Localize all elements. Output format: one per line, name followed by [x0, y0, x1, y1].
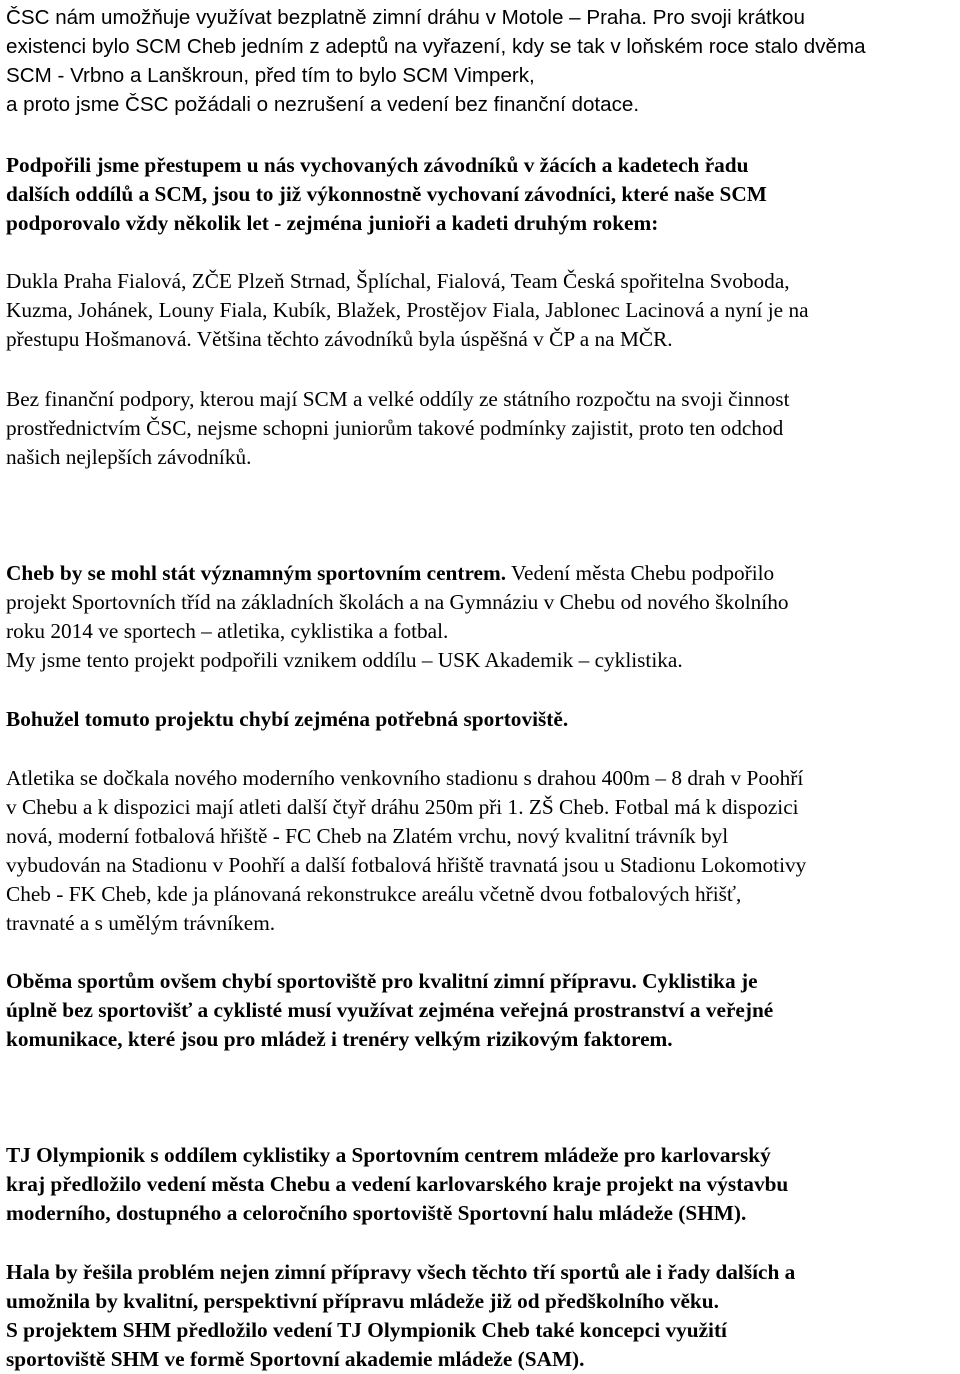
- text-line: [6, 559, 789, 588]
- text-line: [6, 996, 773, 1025]
- bold-text: TJ Olympionik s oddílem cyklistiky a Sportovním centrem mládeže pro karlovarský: [6, 1143, 771, 1167]
- text-line: [6, 3, 866, 32]
- bold-text: kraj předložilo vedení města Chebu a vedení karlovarského kraje projekt na výstavbu: [6, 1172, 789, 1196]
- paragraph-transfers: [6, 151, 767, 238]
- text-line: [6, 1025, 773, 1054]
- paragraph-athletics-football: [6, 764, 806, 938]
- text-line: prostřednictvím ČSC, nejsme schopni juniorům takové podmínky zajistit, proto ten odchod: [6, 416, 784, 440]
- paragraph-shm-project: [6, 1141, 788, 1228]
- paragraph-missing-facilities: [6, 705, 568, 734]
- bold-text: Hala by řešila problém nejen zimní přípravy všech těchto tří sportů ale i řady dalších a: [6, 1260, 796, 1284]
- text-line: [6, 1141, 788, 1170]
- text-line: [6, 1345, 795, 1374]
- text-line: [6, 151, 767, 180]
- text-span: Vedení města Chebu podpořilo: [506, 561, 775, 585]
- text-line: My jsme tento projekt podpořili vznikem oddílu – USK Akademik – cyklistika.: [6, 648, 683, 672]
- bold-text: Cheb by se mohl stát významným sportovním centrem.: [6, 561, 507, 585]
- bold-text: Oběma sportům ovšem chybí sportoviště pro kvalitní zimní přípravu. Cyklistika je: [6, 969, 758, 993]
- paragraph-winter-preparation: [6, 967, 773, 1054]
- text-line: vybudován na Stadionu v Poohří a další fotbalová hřiště travnatá jsou u Stadionu Lokomotivy: [6, 853, 807, 877]
- text-line: [6, 209, 767, 238]
- paragraph-riders-list: [6, 267, 809, 354]
- text-line: v Chebu a k dispozici mají atleti další čtyř dráhu 250m při 1. ZŠ Cheb. Fotbal má k dispozici: [6, 795, 799, 819]
- text-line: [6, 1258, 795, 1287]
- text-line: nová, moderní fotbalová hřiště - FC Cheb na Zlatém vrchu, nový kvalitní trávník byl: [6, 824, 729, 848]
- text-line: [6, 1316, 795, 1345]
- text-line: [6, 180, 767, 209]
- paragraph-hall-benefits: [6, 1258, 795, 1374]
- text-line: našich nejlepších závodníků.: [6, 445, 252, 469]
- text-line: a proto jsme ČSC požádali o nezrušení a vedení bez finanční dotace.: [6, 93, 640, 116]
- text-line: přestupu Hošmanová. Většina těchto závodníků byla úspěšná v ČP a na MČR.: [6, 327, 673, 351]
- text-line: Atletika se dočkala nového moderního venkovního stadionu s drahou 400m – 8 drah v Poohří: [6, 766, 804, 790]
- text-span: Pro svoji krátkou: [647, 6, 805, 29]
- bold-text: podporovalo vždy několik let - zejména junioři a kadeti druhým rokem:: [6, 211, 659, 235]
- paragraph-sports-center: [6, 559, 789, 675]
- bold-text: dalších oddílů a SCM, jsou to již výkonnostně vychovaní závodníci, které naše SCM: [6, 182, 767, 206]
- paragraph-funding: [6, 385, 789, 472]
- text-line: Bez finanční podpory, kterou mají SCM a velké oddíly ze státního rozpočtu na svoji činnost: [6, 387, 790, 411]
- text-span: ČSC nám umožňuje využívat bezplatně zimní dráhu v Motole – Praha.: [6, 6, 648, 29]
- text-line: [6, 1287, 795, 1316]
- text-line: projekt Sportovních tříd na základních školách a na Gymnáziu v Chebu od nového školního: [6, 590, 789, 614]
- bold-text: umožnila by kvalitní, perspektivní přípravu mládeže již od předškolního věku.: [6, 1289, 719, 1313]
- bold-text: moderního, dostupného a celoročního sportoviště Sportovní halu mládeže (SHM).: [6, 1201, 747, 1225]
- text-line: [6, 705, 568, 734]
- bold-text: sportoviště SHM ve formě Sportovní akademie mládeže (SAM).: [6, 1347, 585, 1371]
- bold-text: Bohužel tomuto projektu chybí zejména potřebná sportoviště.: [6, 707, 569, 731]
- text-line: Cheb - FK Cheb, kde ja plánovaná rekonstrukce areálu včetně dvou fotbalových hřišť,: [6, 882, 742, 906]
- text-line: Dukla Praha Fialová, ZČE Plzeň Strnad, Šplíchal, Fialová, Team Česká spořitelna Svoboda,: [6, 269, 790, 293]
- text-line: travnaté a s umělým trávníkem.: [6, 911, 276, 935]
- text-line: Kuzma, Johánek, Louny Fiala, Kubík, Blažek, Prostějov Fiala, Jablonec Lacinová a nyní je na: [6, 298, 809, 322]
- paragraph-winter-track: [6, 3, 866, 119]
- text-line: existenci bylo SCM Cheb jedním z adeptů na vyřazení, kdy se tak v loňském roce stalo dvěma: [6, 35, 866, 58]
- text-line: [6, 1170, 788, 1199]
- text-line: [6, 1199, 788, 1228]
- text-line: SCM - Vrbno a Lanškroun, před tím to bylo SCM Vimperk,: [6, 64, 535, 87]
- bold-text: úplně bez sportovišť a cyklisté musí využívat zejména veřejná prostranství a veřejné: [6, 998, 774, 1022]
- text-line: [6, 967, 773, 996]
- bold-text: Podpořili jsme přestupem u nás vychovaných závodníků v žácích a kadetech řadu: [6, 153, 749, 177]
- bold-text: komunikace, které jsou pro mládež i trenéry velkým rizikovým faktorem.: [6, 1027, 673, 1051]
- text-line: roku 2014 ve sportech – atletika, cyklistika a fotbal.: [6, 619, 449, 643]
- bold-text: S projektem SHM předložilo vedení TJ Olympionik Cheb také koncepci využití: [6, 1318, 727, 1342]
